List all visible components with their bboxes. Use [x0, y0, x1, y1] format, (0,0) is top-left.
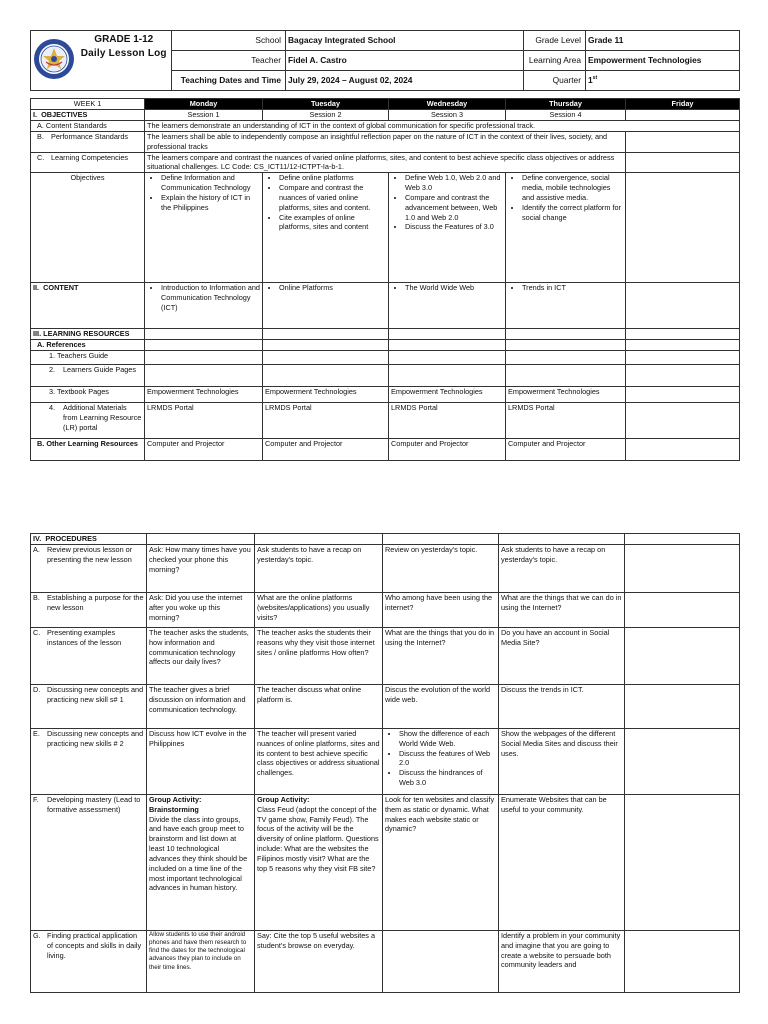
- procedure-e-thursday: Show the webpages of the different Social Media Sites and discuss their uses.: [499, 728, 625, 794]
- procedure-label: Discussing new concepts and practicing new skill s# 1: [47, 684, 144, 704]
- procedure-a-friday: [625, 544, 740, 592]
- objectives-heading: [31, 110, 145, 121]
- day-monday: Monday: [145, 99, 263, 110]
- procedures-table: [30, 533, 740, 993]
- objective-item: • Cite examples of online platforms, sites and content: [279, 213, 386, 233]
- procedures-heading-text: PROCEDURES: [45, 534, 97, 543]
- textbook-friday: [626, 386, 740, 402]
- procedure-num: B.: [33, 592, 40, 602]
- learners-guide-text: Learners Guide Pages: [63, 364, 137, 374]
- learning-competencies-num: C.: [37, 152, 45, 162]
- day-friday: Friday: [626, 99, 740, 110]
- school-value: Bagacay Integrated School: [286, 31, 524, 51]
- other-tuesday: Computer and Projector: [263, 438, 389, 460]
- objectives-num: I.: [33, 110, 38, 120]
- learning-area-label: Learning Area: [524, 51, 586, 71]
- performance-standards-label: [31, 131, 145, 152]
- textbook-label: 3. Textbook Pages: [31, 386, 145, 402]
- objectives-table: [30, 98, 740, 461]
- learning-competencies-value: The learners compare and contrast the nuances of varied online platforms, sites, and content to best achieve specific class objectives or address situational challenges. LC Code: CS_ICT11/12-ICTPT-Ia-b-1.: [145, 152, 626, 173]
- day-wednesday: Wednesday: [389, 99, 506, 110]
- procedure-c-monday: The teacher asks the students, how information and communication technology affects our daily lives?: [147, 627, 255, 684]
- daily-lesson-log-title: Daily Lesson Log: [80, 47, 167, 59]
- references-label: A. References: [31, 340, 145, 351]
- procedure-b-friday: [625, 592, 740, 627]
- grade-title: GRADE 1-12: [94, 34, 154, 45]
- performance-standards-empty: [626, 131, 740, 152]
- additional-materials-text: Additional Materials from Learning Resource (LR) portal: [63, 402, 142, 432]
- textbook-thursday: Empowerment Technologies: [506, 386, 626, 402]
- activity-title: Brainstorming: [149, 804, 199, 814]
- procedure-d-tuesday: The teacher discuss what online platform is.: [255, 684, 383, 728]
- objectives-thursday: [506, 173, 626, 283]
- procedure-label: Discussing new concepts and practicing new skills # 2: [47, 728, 144, 748]
- procedure-g-monday: Allow students to use their android phones and have them research to find the dates for the technological advances they plan to include on their time lines.: [147, 930, 255, 992]
- procedure-e-friday: [625, 728, 740, 794]
- learners-guide-label: [31, 364, 145, 386]
- objective-item: • Explain the history of ICT in the Philippines: [161, 193, 260, 213]
- dates-label: Teaching Dates and Time: [172, 71, 286, 91]
- procedure-label: Establishing a purpose for the new lesson: [47, 592, 144, 612]
- session-3: Session 3: [389, 110, 506, 121]
- procedure-c-thursday: Do you have an account in Social Media Site?: [499, 627, 625, 684]
- procedure-f-thursday: Enumerate Websites that can be useful to your community.: [499, 794, 625, 930]
- performance-standards-num: B.: [37, 131, 44, 141]
- procedure-num: C.: [33, 627, 41, 637]
- procedure-c-wednesday: What are the things that you do in using the Internet?: [383, 627, 499, 684]
- learning-area-value: Empowerment Technologies: [586, 51, 740, 71]
- procedure-a-wednesday: Review on yesterday's topic.: [383, 544, 499, 592]
- content-item: • Introduction to Information and Communication Technology (ICT): [161, 283, 260, 313]
- content-monday: [145, 283, 263, 329]
- textbook-tuesday: Empowerment Technologies: [263, 386, 389, 402]
- objectives-friday: [626, 173, 740, 283]
- teachers-guide-label: 1. Teachers Guide: [31, 350, 145, 364]
- teacher-value: Fidel A. Castro: [286, 51, 524, 71]
- procedure-b-tuesday: What are the online platforms (websites/applications) you usually visits?: [255, 592, 383, 627]
- procedure-b-monday: Ask: Did you use the internet after you woke up this morning?: [147, 592, 255, 627]
- resources-num: III.: [33, 329, 42, 339]
- content-wednesday: [389, 283, 506, 329]
- procedure-num: E.: [33, 728, 40, 738]
- content-tuesday: [263, 283, 389, 329]
- quarter-suffix: st: [592, 75, 598, 82]
- procedure-f-wednesday: Look for ten websites and classify them as static or dynamic. What makes each website static or dynamic?: [383, 794, 499, 930]
- procedure-a-label: [31, 544, 147, 592]
- procedure-d-monday: The teacher gives a brief discussion on information and communication technology.: [147, 684, 255, 728]
- procedure-f-monday: [147, 794, 255, 930]
- content-friday: [626, 283, 740, 329]
- session-4: Session 4: [506, 110, 626, 121]
- learning-competencies-label: [31, 152, 145, 173]
- objectives-heading-text: OBJECTIVES: [41, 110, 88, 120]
- objective-item: • Define online platforms: [279, 173, 386, 183]
- content-item: • Trends in ICT: [522, 283, 623, 293]
- procedure-f-tuesday: [255, 794, 383, 930]
- procedure-e-wednesday: [383, 728, 499, 794]
- performance-standards-value: The learners shall be able to independently compose an insightful reflection paper on the nature of ICT in the context of their lives, society, and professional tracks: [145, 131, 626, 152]
- procedure-e-label: [31, 728, 147, 794]
- procedure-d-thursday: Discuss the trends in ICT.: [499, 684, 625, 728]
- logo-cell: [31, 31, 77, 91]
- learners-guide-num: 2.: [49, 364, 56, 374]
- content-heading-text: CONTENT: [43, 283, 79, 293]
- additional-thursday: LRMDS Portal: [506, 402, 626, 438]
- procedure-c-tuesday: The teacher asks the students their reasons why they visit those internet sites / online platforms How often?: [255, 627, 383, 684]
- additional-wednesday: LRMDS Portal: [389, 402, 506, 438]
- procedure-label: Developing mastery (Lead to formative assessment): [47, 794, 141, 814]
- content-item: • Online Platforms: [279, 283, 386, 293]
- objective-item: • Compare and contrast the nuances of varied online platforms, sites and content.: [279, 183, 386, 213]
- procedure-a-thursday: Ask students to have a recap on yesterday's topic.: [499, 544, 625, 592]
- procedure-e-monday: Discuss how ICT evolve in the Philippines: [147, 728, 255, 794]
- procedure-g-label: [31, 930, 147, 992]
- session-1: Session 1: [145, 110, 263, 121]
- procedure-b-wednesday: Who among have been using the internet?: [383, 592, 499, 627]
- procedures-heading: [31, 534, 147, 545]
- procedure-item: • Discuss the hindrances of Web 3.0: [399, 768, 496, 788]
- activity-heading: Group Activity:: [257, 794, 310, 804]
- procedure-f-friday: [625, 794, 740, 930]
- procedure-a-monday: Ask: How many times have you checked your phone this morning?: [147, 544, 255, 592]
- procedure-g-thursday: Identify a problem in your community and imagine that you are going to create a website to persuade both community leaders and: [499, 930, 625, 992]
- procedure-g-friday: [625, 930, 740, 992]
- other-friday: [626, 438, 740, 460]
- quarter-value: [586, 71, 740, 91]
- learning-competencies-text: Learning Competencies: [51, 152, 129, 162]
- procedure-b-thursday: What are the things that we can do in using the Internet?: [499, 592, 625, 627]
- objective-item: • Define Information and Communication Technology: [161, 173, 260, 193]
- session-2: Session 2: [263, 110, 389, 121]
- objective-item: • Discuss the Features of 3.0: [405, 222, 503, 232]
- learning-competencies-empty: [626, 152, 740, 173]
- day-thursday: Thursday: [506, 99, 626, 110]
- other-resources-label: B. Other Learning Resources: [31, 438, 145, 460]
- procedure-num: A.: [33, 544, 40, 554]
- procedure-g-wednesday: [383, 930, 499, 992]
- procedure-c-friday: [625, 627, 740, 684]
- textbook-monday: Empowerment Technologies: [145, 386, 263, 402]
- objective-item: • Define convergence, social media, mobile technologies and assistive media.: [522, 173, 623, 203]
- content-thursday: [506, 283, 626, 329]
- content-item: • The World Wide Web: [405, 283, 503, 293]
- additional-friday: [626, 402, 740, 438]
- week-label: WEEK 1: [31, 99, 145, 110]
- procedure-d-wednesday: Discus the evolution of the world wide web.: [383, 684, 499, 728]
- additional-monday: LRMDS Portal: [145, 402, 263, 438]
- content-standards-label: A. Content Standards: [31, 121, 145, 132]
- quarter-number: 1: [588, 74, 593, 85]
- additional-tuesday: LRMDS Portal: [263, 402, 389, 438]
- procedure-label: Review previous lesson or presenting the new lesson: [47, 544, 133, 564]
- procedure-num: G.: [33, 930, 41, 940]
- other-thursday: Computer and Projector: [506, 438, 626, 460]
- content-num: II.: [33, 283, 40, 293]
- quarter-label: Quarter: [524, 71, 586, 91]
- objectives-monday: [145, 173, 263, 283]
- procedure-num: F.: [33, 794, 39, 804]
- procedure-d-friday: [625, 684, 740, 728]
- procedure-c-label: [31, 627, 147, 684]
- objectives-label: Objectives: [31, 173, 145, 283]
- resources-heading-text: LEARNING RESOURCES: [43, 329, 130, 339]
- resources-heading: [31, 329, 145, 340]
- additional-materials-num: 4.: [49, 402, 56, 412]
- header-table: [30, 30, 740, 91]
- session-5-empty: [626, 110, 740, 121]
- procedure-g-tuesday: Say: Cite the top 5 useful websites a student's browse on everyday.: [255, 930, 383, 992]
- procedure-e-tuesday: The teacher will present varied nuances of online platforms, sites and its content to best achieve specific class objectives or address situational challenges.: [255, 728, 383, 794]
- activity-description: Class Feud (adopt the concept of the TV game show, Family Feud). The focus of the activity will be the diversity of online platform. Questions include: What are the websites the Filipinos mostly visit? What are the top 5 reasons why they visit FB site?: [257, 804, 379, 873]
- deped-seal-icon: [33, 38, 75, 80]
- dates-value: July 29, 2024 – August 02, 2024: [286, 71, 524, 91]
- objectives-wednesday: [389, 173, 506, 283]
- procedure-a-tuesday: Ask students to have a recap on yesterday's topic.: [255, 544, 383, 592]
- content-heading: [31, 283, 145, 329]
- other-monday: Computer and Projector: [145, 438, 263, 460]
- procedure-item: • Show the difference of each World Wide Web.: [399, 729, 496, 749]
- other-wednesday: Computer and Projector: [389, 438, 506, 460]
- teacher-label: Teacher: [172, 51, 286, 71]
- grade-level-value: Grade 11: [586, 31, 740, 51]
- activity-heading: Group Activity:: [149, 794, 202, 804]
- procedure-b-label: [31, 592, 147, 627]
- objective-item: • Define Web 1.0, Web 2.0 and Web 3.0: [405, 173, 503, 193]
- objective-item: • Compare and contrast the advancement between, Web 1.0 and Web 2.0: [405, 193, 503, 223]
- performance-standards-text: Performance Standards: [51, 131, 129, 141]
- procedures-num: IV.: [33, 534, 42, 543]
- day-tuesday: Tuesday: [263, 99, 389, 110]
- procedure-num: D.: [33, 684, 41, 694]
- additional-materials-label: [31, 402, 145, 438]
- lesson-log-title: [77, 31, 172, 91]
- content-standards-value: The learners demonstrate an understanding of ICT in the context of global communication for specific professional track.: [145, 121, 740, 132]
- procedure-d-label: [31, 684, 147, 728]
- objective-item: • Identify the correct platform for social change: [522, 203, 623, 223]
- procedure-f-label: [31, 794, 147, 930]
- activity-description: Divide the class into groups, and have each group meet to brainstorm and list down at least 10 technological advances they think should be included on a time line of the most important technological advances in human history.: [149, 814, 248, 893]
- procedure-label: Presenting examples instances of the lesson: [47, 627, 122, 647]
- procedure-item: • Discuss the features of Web 2.0: [399, 749, 496, 769]
- school-label: School: [172, 31, 286, 51]
- objectives-tuesday: [263, 173, 389, 283]
- textbook-wednesday: Empowerment Technologies: [389, 386, 506, 402]
- procedure-label: Finding practical application of concepts and skills in daily living.: [47, 930, 142, 960]
- grade-level-label: Grade Level: [524, 31, 586, 51]
